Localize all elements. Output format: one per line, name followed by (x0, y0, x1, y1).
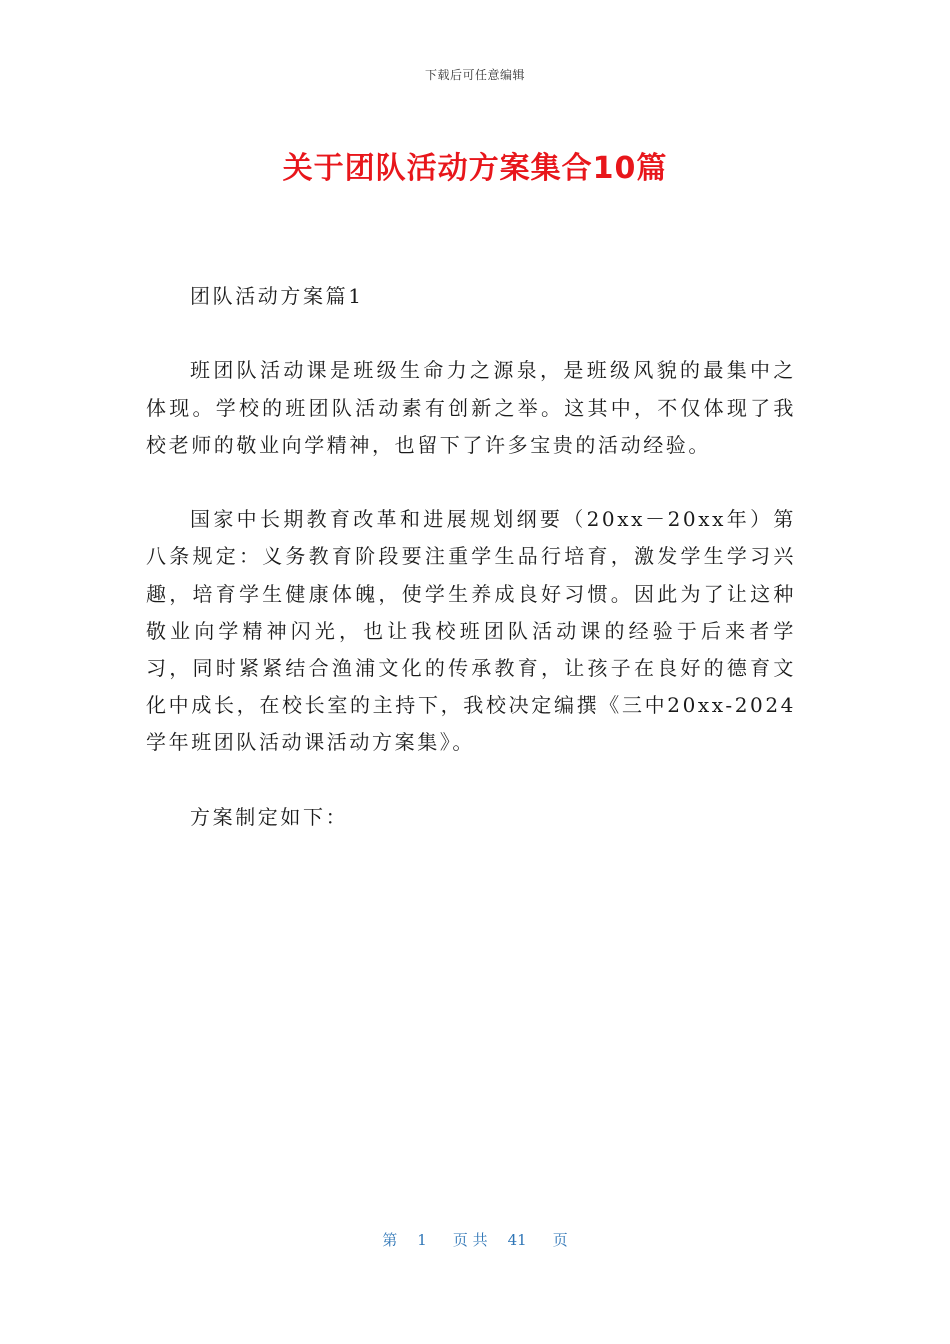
page-header: 下载后可任意编辑 (424, 68, 525, 82)
body-paragraph: 班团队活动课是班级生命力之源泉，是班级风貌的最集中之体现。学校的班团队活动素有创新之举。这其中，不仅体现了我校老师的敬业向学精神，也留下了许多宝贵的活动经验。 (146, 358, 796, 457)
footer-prefix: 第 (382, 1231, 398, 1249)
section-heading: 团队活动方案篇1 (190, 284, 364, 308)
document-body (146, 278, 796, 836)
body-paragraph: 国家中长期教育改革和进展规划纲要（20xx－20xx年）第八条规定：义务教育阶段要注重学生品行培育，激发学生学习兴趣，培育学生健康体魄，使学生养成良好习惯。因此为了让这种敬业向学精神闪光，也让我校班团队活动课的经验于后来者学习，同时紧紧结合渔浦文化的传承教育，让孩子在良好的德育文化中成长，在校长室的主持下，我校决定编撰《三中20xx-2024学年班团队活动课活动方案集》。 (146, 507, 796, 755)
footer-middle: 页 共 (452, 1231, 488, 1249)
body-paragraph: 方案制定如下： (190, 804, 349, 829)
total-pages-number: 41 (507, 1231, 527, 1249)
paragraph-spacer (146, 464, 796, 501)
page-footer (0, 1229, 950, 1250)
footer-suffix: 页 (552, 1231, 568, 1249)
current-page-number: 1 (417, 1231, 427, 1249)
paragraph-spacer (146, 315, 796, 352)
paragraph-spacer (146, 762, 796, 799)
document-title: 关于团队活动方案集合10篇 (282, 151, 668, 186)
